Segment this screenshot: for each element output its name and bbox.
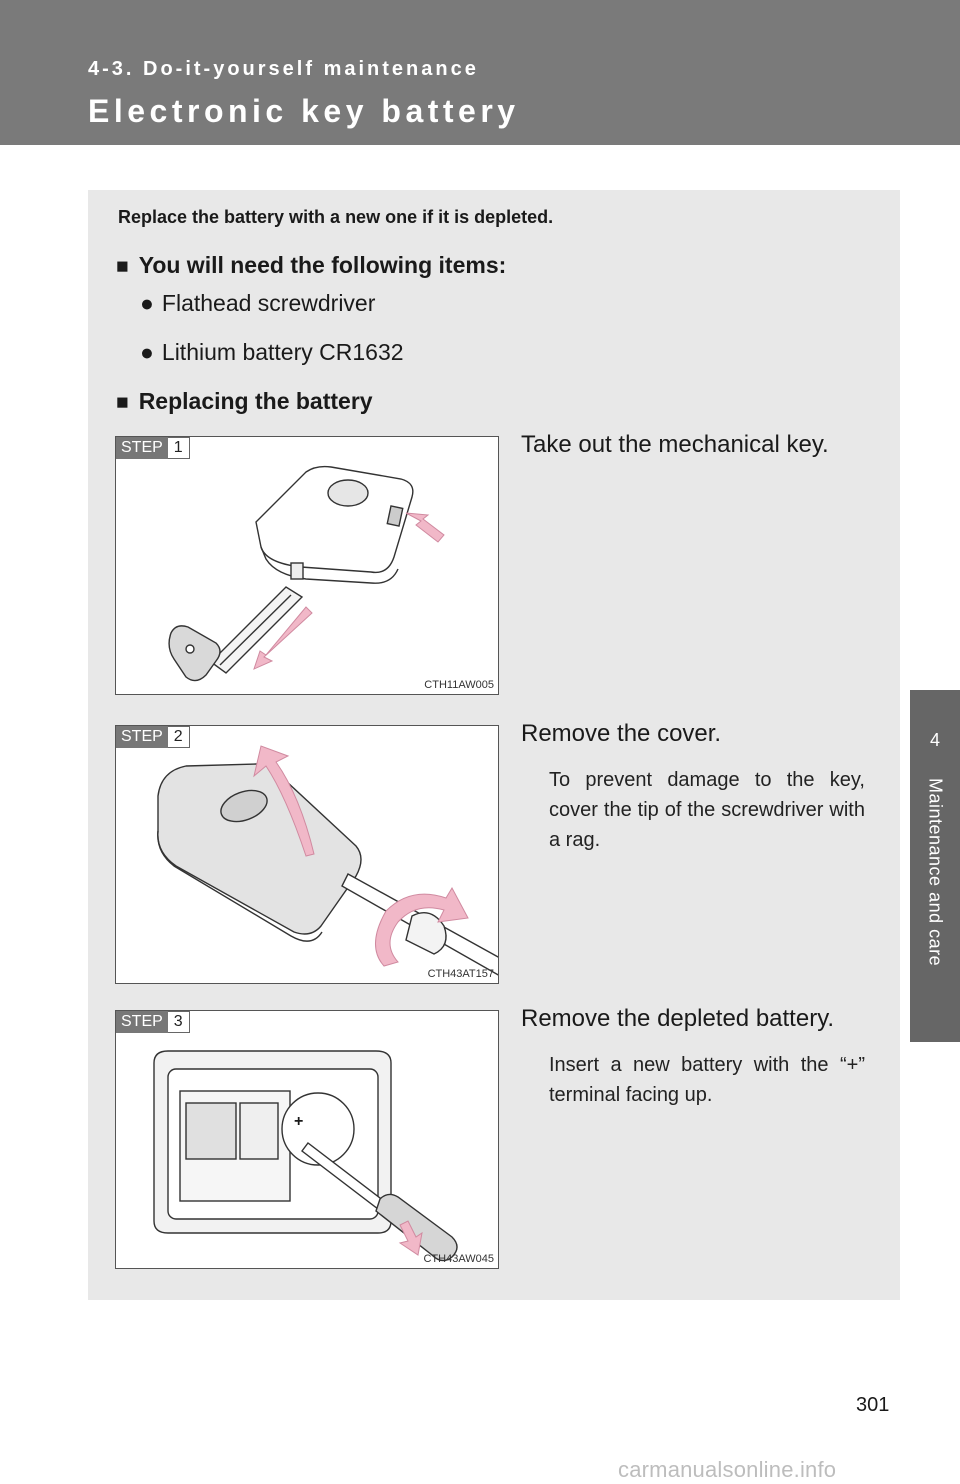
list-item-text: Flathead screwdriver	[161, 290, 376, 316]
step-badge	[116, 726, 190, 748]
section-label: 4-3. Do-it-yourself maintenance	[88, 58, 479, 80]
step-label: STEP	[116, 437, 168, 459]
figure-code: CTH43AW045	[423, 1253, 494, 1265]
page-title: Electronic key battery	[88, 93, 520, 129]
bullet-icon: ●	[140, 290, 154, 316]
step-3-title: Remove the depleted battery.	[521, 1005, 835, 1032]
step-1-figure	[115, 436, 499, 695]
square-bullet-icon: ■	[116, 391, 129, 414]
chapter-label: Maintenance and care	[925, 778, 946, 967]
page-header	[0, 0, 960, 145]
step-number: 1	[168, 437, 190, 459]
step-2-note: To prevent damage to the key, cover the tip of the screwdriver with a rag.	[549, 769, 865, 851]
chapter-tab[interactable]	[910, 690, 960, 1042]
cover-removal-illustration	[116, 726, 499, 984]
items-heading	[116, 252, 506, 279]
replace-heading	[116, 388, 373, 415]
figure-code: CTH43AT157	[427, 968, 494, 980]
items-heading-text: You will need the following items:	[138, 252, 507, 278]
list-item	[140, 339, 404, 366]
page-number: 301	[856, 1394, 890, 1416]
step-label: STEP	[116, 1011, 168, 1033]
step-badge	[116, 1011, 190, 1033]
step-2-figure	[115, 725, 499, 984]
step-number: 2	[168, 726, 190, 748]
step-2-title: Remove the cover.	[521, 720, 722, 747]
list-item	[140, 290, 375, 317]
figure-code: CTH11AW005	[424, 679, 494, 691]
step-3-note: Insert a new battery with the “+” terminal facing up.	[549, 1054, 865, 1106]
battery-removal-illustration	[116, 1011, 499, 1269]
square-bullet-icon: ■	[116, 255, 129, 278]
chapter-number: 4	[929, 730, 940, 750]
list-item-text: Lithium battery CR1632	[161, 339, 404, 365]
replace-heading-text: Replacing the battery	[138, 388, 373, 414]
key-removal-illustration	[116, 437, 499, 695]
intro-text: Replace the battery with a new one if it is depleted.	[118, 207, 554, 227]
step-3-figure	[115, 1010, 499, 1269]
bullet-icon: ●	[140, 339, 154, 365]
step-badge	[116, 437, 190, 459]
step-1-title: Take out the mechanical key.	[521, 431, 829, 458]
watermark: carmanualsonline.info	[618, 1457, 837, 1482]
battery-plus-symbol: +	[294, 1113, 304, 1130]
step-label: STEP	[116, 726, 168, 748]
step-number: 3	[168, 1011, 190, 1033]
